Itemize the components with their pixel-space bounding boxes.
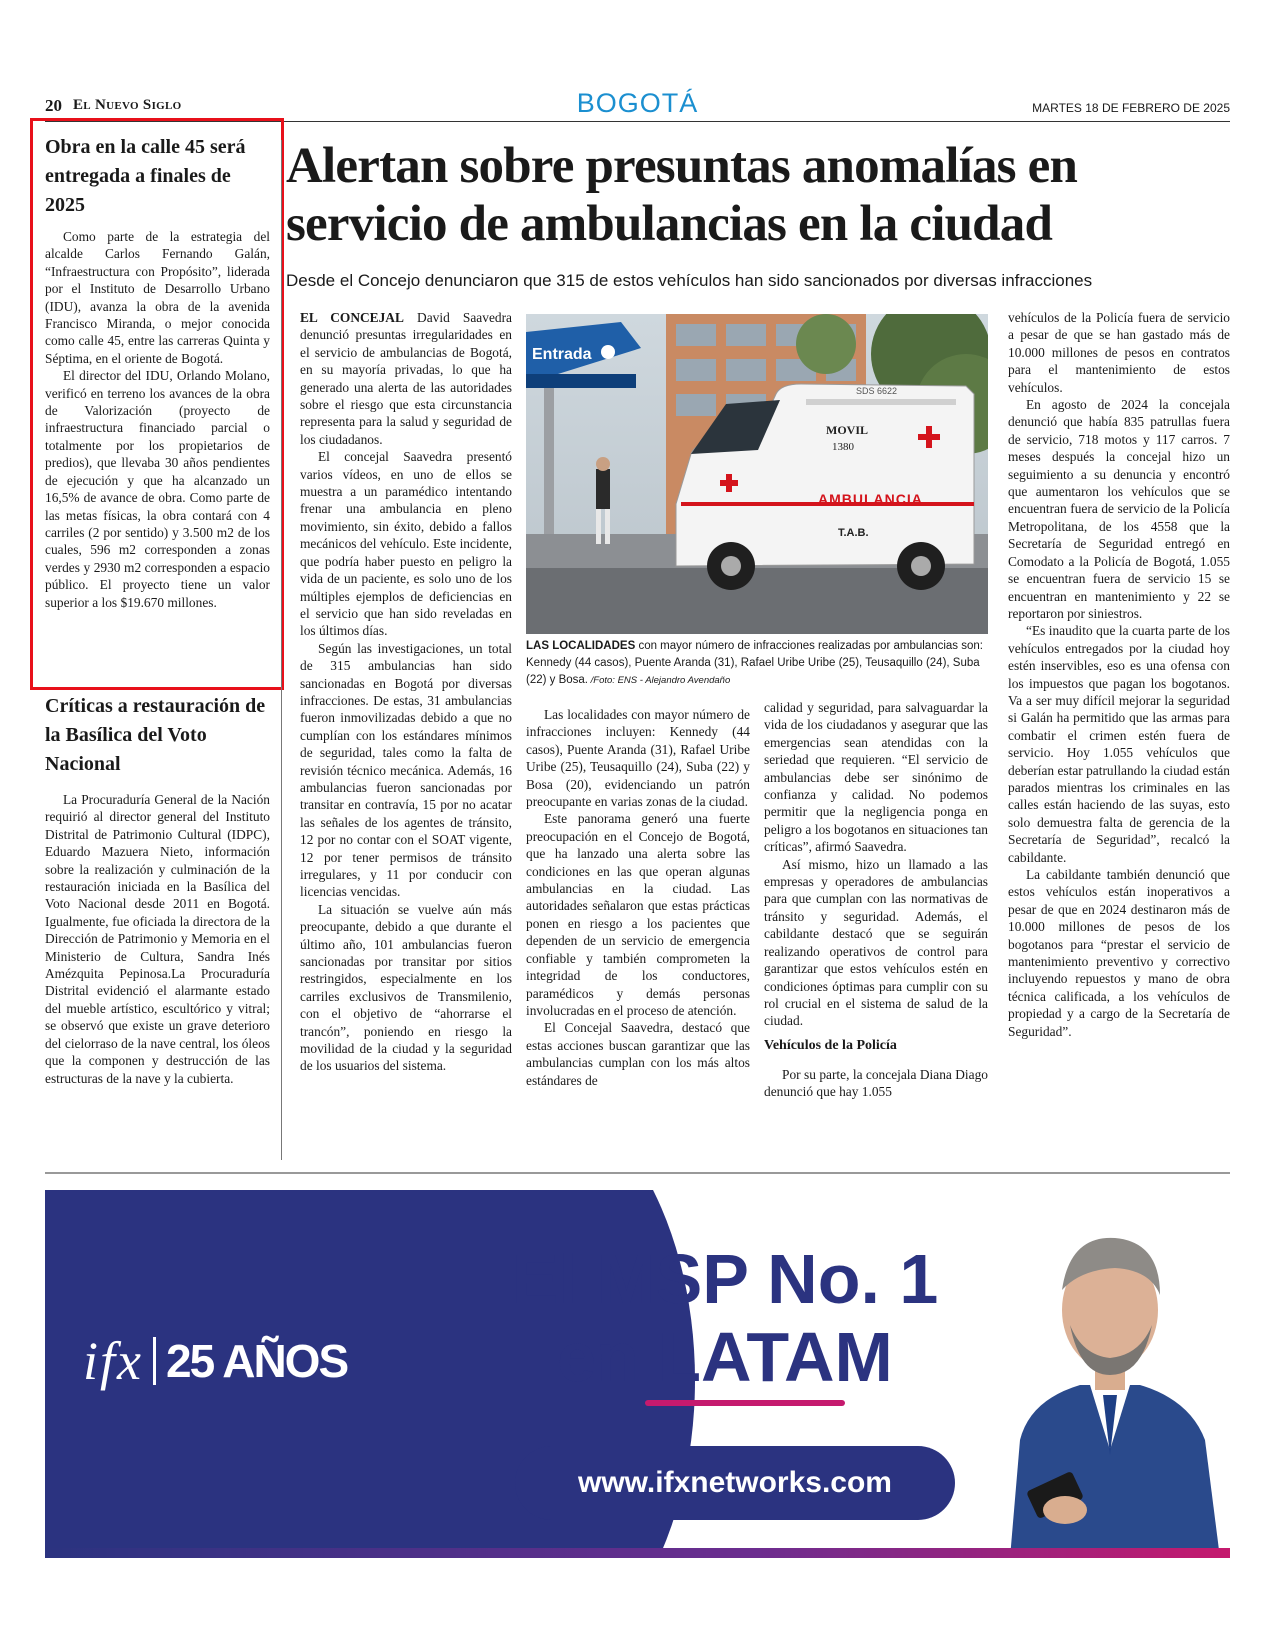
entrada-sign: Entrada (532, 346, 592, 363)
slogan-underline (645, 1400, 845, 1406)
ambulance-label: AMBULANCIA (818, 491, 923, 507)
sidebar-story-2-title: Críticas a restauración de la Basílica del Voto Nacional (45, 695, 266, 775)
lead-in: EL CONCEJAL (300, 310, 404, 325)
paragraph: “Es inaudito que la cuarta parte de los vehículos entregados por la ciudad hoy estén inservibles, eso es una ofensa con los impuestos que pagan los bogotanos. Va a ser muy difícil mejorar la seguridad si Galán ha permitido que las armas para combatir el crimen estén fuera de servicio. Hoy 1.055 vehículos que deberían estar patrullando la ciudad están parados mientras los criminales en las calles están haciendo de las suyas, esto solo demuestra falta de gerencia de la Secretaría de Seguridad”, recalcó la cabildante. (1008, 623, 1230, 865)
sidebar-story-1-body (45, 228, 270, 611)
ambulance-photo (526, 314, 988, 634)
advertisement[interactable] (45, 1190, 1230, 1558)
caption-text: con mayor número de infracciones realizadas por ambulancias son: Kennedy (44 casos), Puente Aranda (31), Rafael Uribe Uribe (25), Teusaquillo (24), Suba (22) y Bosa. (526, 640, 983, 686)
ad-slogan-line-1: El MSP No. 1 (511, 1240, 939, 1318)
paragraph: Las localidades con mayor número de infracciones incluyen: Kennedy (44 casos), Puente Aranda (31), Rafael Uribe Uribe (25), Teusaquillo (24), Suba (22) y Bosa (20), evidenciando un patrón preocupante en varias zonas de la ciudad. (526, 707, 750, 810)
photo-credit: /Foto: ENS - Alejandro Avendaño (588, 675, 731, 686)
ambulance-photo-illustration (526, 314, 988, 634)
article-deck: Desde el Concejo denunciaron que 315 de estos vehículos han sido sancionados por diversas infracciones (286, 271, 1093, 290)
paragraph: La Procuraduría General de la Nación requirió al director general del Instituto Distrital de Patrimonio Cultural (IDPC), Eduardo Mazuera Nieto, información sobre la realización y culminación de la restauración iniciada en la Basílica del Voto Nacional desde 2011 en Bogotá. Igualmente, fue oficiada la directora de la Dirección de Patrimonio y Memoria en el Ministerio de Cultura, Sandra Inés Amézquita Pepinosa.La Procuraduría Distrital evidenció el alarmante estado del mueble artístico, escultórico y vitral; se observó que existe un grave deterioro del cielorraso de la nave central, los óleos que la componen y destrucción de las estructuras de la nave y la cubierta. (45, 792, 270, 1086)
paragraph: Por su parte, la concejala Diana Diago denunció que hay 1.055 (764, 1066, 988, 1100)
anniversary-label: 25 AÑOS (165, 1335, 348, 1387)
paragraph: EL CONCEJAL David Saavedra denunció presuntas irregularidades en el servicio de ambulancias de Bogotá, en su mayoría privadas, lo que ha generado una alerta de las autoridades sobre el riesgo que esta circunstancia representa para la salud y seguridad de los ciudadanos. (300, 310, 512, 447)
logo-separator (153, 1337, 156, 1385)
paragraph: Como parte de la estrategia del alcalde Carlos Fernando Galán, “Infraestructura con Propósito”, liderada por el Instituto de Desarrollo Urbano (IDU), avanza la obra de la avenida Francisco Miranda, o mejor conocida como calle 45, entre las carreras Quinta y Séptima, en el oriente de Bogotá. (45, 229, 270, 366)
paragraph: El Concejal Saavedra, destacó que estas acciones buscan garantizar que las ambulancias cumplan con los más altos estándares de (526, 1020, 750, 1088)
paragraph: Así mismo, hizo un llamado a las empresas y operadores de ambulancias para que cumplan con las normativas de tránsito y seguridad. Además, el cabildante destacó que se seguirán realizando operativos de control para garantizar que estos vehículos estén en condiciones óptimas para cumplir con su rol crucial en el sistema de salud de la ciudad. (764, 856, 988, 1029)
businessman-illustration (990, 1190, 1230, 1558)
ambulance-code: SDS 6622 (856, 386, 898, 396)
ambulance-movil: MOVIL (826, 423, 868, 437)
ad-divider (45, 1172, 1230, 1174)
ad-url-link[interactable]: www.ifxnetworks.com (515, 1446, 955, 1520)
ad-bottom-stripe (45, 1548, 1230, 1558)
section-title: BOGOTÁ (576, 88, 699, 118)
ambulance-tab: T.A.B. (838, 527, 869, 539)
article-column-4 (1008, 309, 1230, 1040)
sidebar-story-1 (45, 133, 270, 611)
subhead: Vehículos de la Policía (764, 1037, 897, 1053)
ifx-brand: ifx (83, 1331, 143, 1391)
page-number: 20 (45, 96, 62, 115)
ad-slogan-line-2: en LATAM (557, 1318, 893, 1396)
paragraph: Este panorama generó una fuerte preocupación en el Concejo de Bogotá, que ha lanzado una alerta sobre las condiciones en las que operan algunas ambulancias en la ciudad. Las autoridades señalaron que estas prácticas ponen en riesgo a los pacientes que dependen de un servicio de emergencia confiable y también comprometen la integridad de los conductores, paramédicos y demás personas involucradas en el proceso de atención. (526, 811, 750, 1018)
masthead: El Nuevo Siglo (73, 97, 182, 113)
column-divider (281, 140, 282, 1160)
paragraph: Según las investigaciones, un total de 315 ambulancias han sido sancionadas en Bogotá por diversas infracciones. De estas, 31 ambulancias fueron inmovilizadas debido a que no cumplían con los estándares mínimos de seguridad, tales como la falta de revisión técnico mecánica. Además, 16 ambulancias fueron sancionadas por transitar en contravía, 15 por no acatar las señales de los agentes de tránsito, 12 por no contar con el SOAT vigente, 12 por tener permisos de tránsito irregulares, y 11 por conducir con licencias vencidas. (300, 640, 512, 900)
caption-lead: LAS LOCALIDADES (526, 640, 636, 652)
paragraph: calidad y seguridad, para salvaguardar la vida de los ciudadanos y asegurar que las emergencias sean atendidas con la seriedad que requieren. “El servicio de ambulancias debe ser sinónimo de confianza y calidad. No podemos permitir que la negligencia ponga en peligro a los bogotanos en situaciones tan críticas”, afirmó Saavedra. (764, 700, 988, 855)
paragraph: La cabildante también denunció que estos vehículos están inoperativos a pesar de que en 2024 destinaron más de 10.000 millones de pesos de los bogotanos para “prestar el servicio de mantenimiento preventivo y correctivo incluyendo repuestos y mano de obra técnica calificada, a los vehículos de propiedad y a cargo de la Secretaría de Seguridad”. (1008, 867, 1230, 1039)
ambulance-number: 1380 (832, 441, 854, 453)
paragraph: La situación se vuelve aún más preocupante, debido a que durante el último año, 101 ambulancias fueron sancionadas por transitar por sitios restringidos, especialmente en los carriles exclusivos de Transmilenio, con el objetivo de “ahorrarse el trancón”, poniendo en riesgo la movilidad de la ciudad y la seguridad de los usuarios del sistema. (300, 901, 512, 1074)
paragraph: El director del IDU, Orlando Molano, verificó en terreno los avances de la obra de Valorización (proyecto de infraestructura financiado parcial o totalmente por los propietarios de predios), que llevaba 30 años pendientes de ejecución y que ha alcanzado un 16,5% de avance de obra. Como parte de las metas físicas, la obra contará con 4 carriles (2 por sentido) y 3.500 m2 de los cuales, 596 m2 corresponden a zonas verdes y 2930 m2 corresponden a espacio público. El proyecto tiene un valor superior a los $19.670 millones. (45, 368, 270, 610)
sidebar-story-1-title: Obra en la calle 45 será entregada a finales de 2025 (45, 136, 246, 216)
paragraph: El concejal Saavedra presentó varios vídeos, en uno de ellos se muestra a un paramédico intentando frenar una ambulancia en pleno movimiento, sin éxito, debido a fallos mecánicos del vehículo. Este incidente, que podría haber puesto en peligro la vida de un paciente, es solo uno de los múltiples ejemplos de deficiencias en el servicio que han sido reveladas en los últimos días. (300, 449, 512, 639)
article-headline: Alertan sobre presuntas anomalías en servicio de ambulancias en la ciudad (286, 138, 1078, 252)
article-column-2 (526, 706, 750, 1089)
article-column-3 (764, 699, 988, 1101)
paragraph: En agosto de 2024 la concejala denunció que había 835 patrullas fuera de servicio, 718 motos y 117 carros. 7 meses después la concejal hizo un seguimiento a su denuncia y encontró que aumentaron los vehículos que se encuentran fuera de servicio de la Policía Metropolitana, de los 4558 que la Secretaría de Seguridad entregó en Comodato a la Policía de Bogotá, 1.055 se encuentran fuera de servicio 15 se encuentran en mantenimiento y 22 se reportaron por siniestros. (1008, 397, 1230, 621)
ifx-logo (83, 1330, 347, 1392)
article-column-1 (300, 309, 512, 1075)
issue-date: MARTES 18 DE FEBRERO DE 2025 (1032, 101, 1230, 115)
paragraph: vehículos de la Policía fuera de servicio a pesar de que se han gastado más de 10.000 millones de pesos en contratos para el mantenimiento de estos vehículos. (1008, 310, 1230, 395)
ad-slogan (485, 1240, 965, 1396)
sidebar-story-2 (45, 692, 270, 1087)
sidebar-story-2-body (45, 791, 270, 1087)
photo-caption (526, 638, 988, 689)
